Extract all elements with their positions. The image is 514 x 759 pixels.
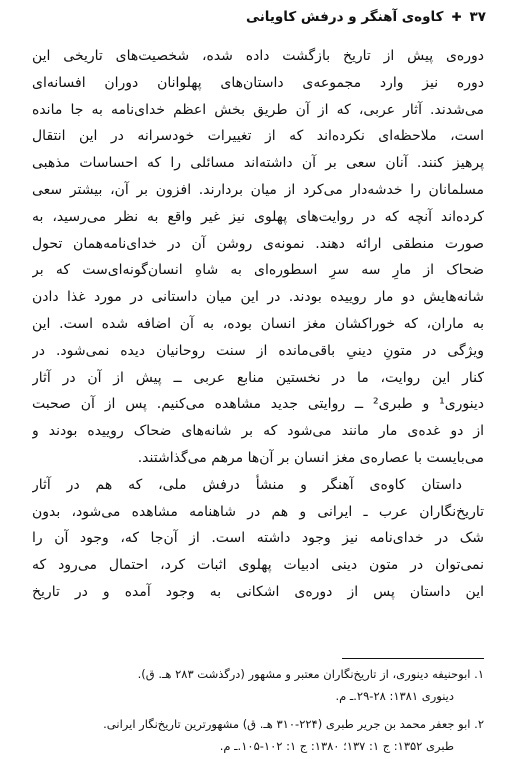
text-line: صورت منطقی ارائه دهند. نمونه‌ی روشن آن در خدای‌نامه‌همان تحول [32, 235, 484, 252]
text-line: دینوری¹ و طبری² ــ روایتی جدید مشاهده می‌کنیم. پس از آن صحبت [32, 396, 484, 413]
body-text [32, 43, 484, 606]
footnote-line: طبری ۱۳۵۲: ج ۱: ۱۳۷؛ ۱۳۸۰: ج ۱: ۱۰۲-۱۰۵.ـ م. [219, 739, 454, 753]
text-line: از دو غده‌ی مار مانند می‌شود که بر شانه‌های ضحاک روییده بودند و [32, 423, 484, 440]
header-separator: ✚ [451, 10, 462, 24]
text-line: است، ملاحظه‌ای نکرده‌اند که از تغییرات خودسرانه در این انتقال [32, 128, 484, 145]
footnote-line: دینوری ۱۳۸۱: ۲۸-۲۹.ـ م. [335, 689, 454, 703]
footnote-text: ابو جعفر محمد بن جریر طبری (۲۲۴-۳۱۰ هـ. ق) مشهورترین تاریخ‌نگار ایرانی. [103, 717, 471, 731]
running-header [28, 6, 486, 28]
text-line: نمی‌توان در متون دینی ادبیات پهلوی اثبات کرد، احتمال می‌رود که [32, 557, 484, 574]
footnote-1 [32, 663, 484, 707]
text-line: می‌شدند. آثار عربی، که از آن طریق بخش اعظم خدای‌نامه به جا مانده [32, 101, 484, 118]
footnote-line [32, 713, 484, 735]
page-number: ۳۷ [469, 9, 486, 25]
footnote-text: ابوحنیفه دینوری، از تاریخ‌نگاران معتبر و مشهور (درگذشت ۲۸۳ هـ. ق). [137, 667, 471, 681]
footnote-marker: ۲. [474, 717, 484, 731]
text-line: به ماران، که خوراکشان مغز انسان بوده، به آن اضافه شده است. این [32, 315, 484, 332]
text-line: مسلمانان را خدشه‌دار می‌کرد از میان بردارند. افزون بر آن، بیشتر سعی [32, 181, 484, 198]
text-line: داستان کاوه‌ی آهنگر و منشأ درفش ملی، که هم در آثار [32, 476, 462, 493]
text-line: کرده‌اند آنچه که در روایت‌های پهلوی نیز غیر واقع به نظر می‌رسید، به [32, 208, 484, 225]
footnote-line [32, 663, 484, 685]
text-line: تاریخ‌نگاران عرب ـ ایرانی و هم در شاهنامه مشاهده می‌شود، بدون [32, 503, 484, 520]
footnote-2 [32, 713, 484, 757]
text-line: شک در خدای‌نامه نیز وجود داشته است. از آن‌جا که، وجود آن را [32, 530, 484, 547]
text-line: این داستان پس از دوره‌ی اشکانی به وجود آمده و در تاریخ [32, 583, 484, 600]
text-line: ضحاک از مارِ سه سرِ اسطوره‌ای به شاهِ انسان‌گونه‌ای‌ست که بر [32, 262, 484, 279]
text-line: می‌بایست با عصاره‌ی مغز انسان بر آن‌ها مرهم می‌گذاشتند. [137, 449, 484, 466]
text-line: شانه‌هایش دو مار روییده بودند. در این میان داستانی در مورد غذا دادن [32, 289, 484, 306]
footnote-divider [342, 658, 484, 659]
chapter-title: کاوه‌ی آهنگر و درفش کاویانی [246, 9, 444, 25]
text-line: دوره نیز وارد مجموعه‌ی داستان‌های پهلوانان دوران افسانه‌ای [32, 74, 484, 91]
text-line: دوره‌ی پیش از تاریخ بازگشت داده شده، شخصیت‌های تاریخی این [32, 48, 484, 64]
text-line: کنار این روایت، ما در نخستین منابع عربی ــ پیش از آن در آثار [32, 369, 484, 386]
footnote-marker: ۱. [474, 667, 484, 681]
footnotes [32, 663, 484, 757]
text-line: ویژگی در متونِ دینیِ باقی‌مانده از سنت روحانیان دیده نمی‌شود. در [32, 342, 484, 359]
paragraph-2 [32, 472, 484, 606]
text-line: پرهیز کنند. آنان سعی بر آن داشته‌اند مسائلی را که احساسات مذهبی [32, 155, 484, 172]
paragraph-1 [32, 43, 484, 472]
